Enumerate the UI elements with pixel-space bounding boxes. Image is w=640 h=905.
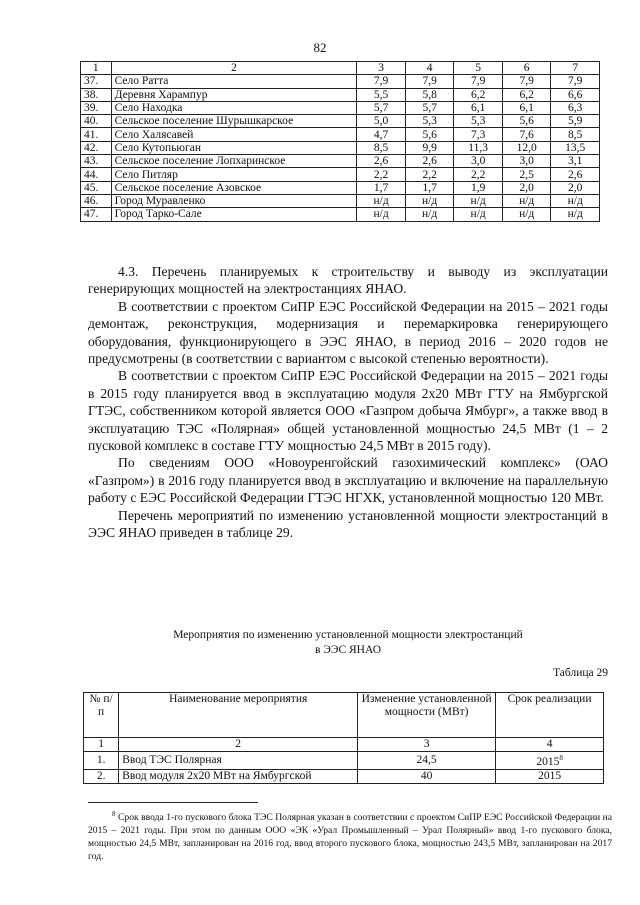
cell-value: 6 — [502, 62, 551, 75]
cell-value: 5,3 — [454, 115, 503, 128]
paragraph-yamburg: В соответствии с проектом СиПР ЕЭС Российской Федерации на 2015 – 2021 годы в 2015 году планируется ввод в эксплуатацию модуля 2х20 МВт ГТУ на Ямбургской ГТЭС, собственником которой является ООО «Газпром добыча Ямбург», а также ввод в эксплуатацию ТЭС «Полярная» общей установленной мощностью 24,5 МВт (1 – 2 пусковой комплекс в составе ГТУ мощностью 24,5 МВт в 2015 году). — [88, 368, 608, 454]
cell-value: н/д — [405, 194, 454, 207]
table-row — [84, 752, 604, 770]
cell-value: 1,7 — [357, 181, 406, 194]
cell-value: 1,7 — [405, 181, 454, 194]
row-name: Ввод модуля 2х20 МВт на Ямбургской — [119, 769, 358, 783]
cell-num: 42. — [81, 141, 112, 154]
cell-value: 8,5 — [357, 141, 406, 154]
row-change: 24,5 — [358, 752, 496, 770]
footnote-text — [88, 808, 612, 863]
footnote — [88, 808, 612, 863]
row-num: 1. — [84, 752, 119, 770]
row-term — [496, 752, 604, 770]
table-29-header — [84, 693, 604, 738]
cell-value: 4,7 — [357, 128, 406, 141]
cell-value: 2,6 — [405, 155, 454, 168]
row-num: 2. — [84, 769, 119, 783]
cell-value: н/д — [357, 194, 406, 207]
table-row — [81, 128, 600, 141]
cell-value: н/д — [551, 194, 600, 207]
table-row — [81, 155, 600, 168]
cell-value: 6,1 — [502, 101, 551, 114]
table-29-column-numbers — [84, 738, 604, 752]
cell-value: 7,9 — [551, 75, 600, 88]
cell-value: 6,2 — [454, 88, 503, 101]
cell-value: 2,5 — [502, 168, 551, 181]
cell-value: н/д — [454, 194, 503, 207]
cell-value: 9,9 — [405, 141, 454, 154]
header-name: Наименование мероприятия — [119, 693, 358, 738]
cell-value: 2,6 — [357, 155, 406, 168]
cell-value: н/д — [502, 208, 551, 221]
cell-value: 7,6 — [502, 128, 551, 141]
cell-value: 5 — [454, 62, 503, 75]
cell-value: 2,2 — [454, 168, 503, 181]
caption-line-2: в ЭЭС ЯНАО — [314, 644, 382, 656]
table-header-row — [81, 62, 600, 75]
table-29-label: Таблица 29 — [553, 667, 608, 679]
cell-value: 6,2 — [502, 88, 551, 101]
term-value: 2015 — [536, 755, 560, 768]
cell-num: 41. — [81, 128, 112, 141]
cell-num: 38. — [81, 88, 112, 101]
cell-settlement: Село Находка — [111, 101, 357, 114]
table-row — [81, 168, 600, 181]
cell-value: 7 — [551, 62, 600, 75]
cell-value: н/д — [357, 208, 406, 221]
cell-num: 44. — [81, 168, 112, 181]
col-number: 4 — [496, 738, 604, 752]
footnote-body: Срок ввода 1-го пускового блока ТЭС Полярная указан в соответствии с проектом СиПР ЕЭС Российской Федерации на 2015 – 2021 годы. При этом по данным ООО «ЭК «Урал Промышленный – Урал Полярный» ввод 1-го пускового блока, мощностью 24,5 МВт, запланирован на 2016 год, ввод второго пускового блока, мощностью 243,5 МВт, запланирован на 2017 год. — [88, 812, 612, 862]
cell-settlement: Сельское поселение Шурышкарское — [111, 115, 357, 128]
cell-value: 2,2 — [405, 168, 454, 181]
cell-settlement: Сельское поселение Азовское — [111, 181, 357, 194]
cell-value: 6,3 — [551, 101, 600, 114]
cell-num: 37. — [81, 75, 112, 88]
cell-settlement: Сельское поселение Лопхаринское — [111, 155, 357, 168]
cell-num: 43. — [81, 155, 112, 168]
footnote-separator — [88, 802, 258, 803]
cell-value: 3,0 — [454, 155, 503, 168]
cell-value: 6,1 — [454, 101, 503, 114]
cell-num: 39. — [81, 101, 112, 114]
cell-value: н/д — [405, 208, 454, 221]
table-28-continuation — [80, 61, 600, 222]
cell-settlement: 2 — [111, 62, 357, 75]
cell-settlement: Село Питляр — [111, 168, 357, 181]
table-row — [81, 88, 600, 101]
cell-value: 12,0 — [502, 141, 551, 154]
cell-value: н/д — [454, 208, 503, 221]
cell-value: н/д — [502, 194, 551, 207]
cell-value: 2,0 — [551, 181, 600, 194]
cell-value: 7,9 — [357, 75, 406, 88]
cell-value: 2,0 — [502, 181, 551, 194]
cell-settlement: Село Халясавей — [111, 128, 357, 141]
row-term: 2015 — [496, 769, 604, 783]
cell-settlement: Село Ратта — [111, 75, 357, 88]
cell-num: 45. — [81, 181, 112, 194]
cell-value: н/д — [551, 208, 600, 221]
cell-num: 47. — [81, 208, 112, 221]
cell-value: 8,5 — [551, 128, 600, 141]
table-row — [81, 181, 600, 194]
cell-value: 5,5 — [357, 88, 406, 101]
cell-num: 46. — [81, 194, 112, 207]
cell-value: 5,3 — [405, 115, 454, 128]
cell-value: 11,3 — [454, 141, 503, 154]
cell-num: 40. — [81, 115, 112, 128]
col-number: 2 — [119, 738, 358, 752]
body-text — [88, 263, 608, 542]
cell-value: 6,6 — [551, 88, 600, 101]
caption-line-1: Мероприятия по изменению установленной мощности электростанций — [173, 629, 523, 641]
cell-num: 1 — [81, 62, 112, 75]
cell-value: 7,9 — [405, 75, 454, 88]
table-28-body — [81, 62, 600, 222]
cell-value: 5,9 — [551, 115, 600, 128]
cell-value: 4 — [405, 62, 454, 75]
cell-value: 5,8 — [405, 88, 454, 101]
paragraph-dismantling: В соответствии с проектом СиПР ЕЭС Российской Федерации на 2015 – 2021 годы демонтаж, реконструкция, модернизация и перемаркировка генерирующего оборудования, функционирующего в ЭЭС ЯНАО, в период 2016 – 2020 годов не предусмотрены (в соответствии с вариантом с высокой степенью вероятности). — [88, 298, 608, 367]
footnote-mark: 8 — [559, 754, 563, 762]
cell-settlement: Деревня Харампур — [111, 88, 357, 101]
cell-settlement: Город Муравленко — [111, 194, 357, 207]
cell-value: 2,6 — [551, 168, 600, 181]
header-num: № п/п — [84, 693, 119, 738]
col-number: 1 — [84, 738, 119, 752]
row-change: 40 — [358, 769, 496, 783]
cell-value: 3 — [357, 62, 406, 75]
table-row — [84, 769, 604, 783]
row-name: Ввод ТЭС Полярная — [119, 752, 358, 770]
cell-value: 5,0 — [357, 115, 406, 128]
cell-value: 3,0 — [502, 155, 551, 168]
table-row — [81, 115, 600, 128]
cell-value: 2,2 — [357, 168, 406, 181]
table-row — [81, 141, 600, 154]
table-29-caption — [88, 628, 608, 658]
cell-value: 5,7 — [405, 101, 454, 114]
cell-value: 5,7 — [357, 101, 406, 114]
header-term: Срок реализации — [496, 693, 604, 738]
page-number: 82 — [313, 40, 327, 55]
cell-value: 3,1 — [551, 155, 600, 168]
cell-value: 5,6 — [405, 128, 454, 141]
cell-value: 5,6 — [502, 115, 551, 128]
paragraph-table-reference: Перечень мероприятий по изменению установленной мощности электростанций в ЭЭС ЯНАО приведен в таблице 29. — [88, 507, 608, 541]
cell-settlement: Город Тарко-Сале — [111, 208, 357, 221]
table-row — [81, 208, 600, 221]
cell-value: 13,5 — [551, 141, 600, 154]
col-number: 3 — [358, 738, 496, 752]
table-row — [81, 75, 600, 88]
table-row — [81, 194, 600, 207]
cell-value: 7,9 — [454, 75, 503, 88]
table-29 — [83, 692, 604, 784]
table-row — [81, 101, 600, 114]
header-change: Изменение установленной мощности (МВт) — [358, 693, 496, 738]
cell-value: 7,9 — [502, 75, 551, 88]
cell-settlement: Село Кутопьюган — [111, 141, 357, 154]
cell-value: 7,3 — [454, 128, 503, 141]
paragraph-section-heading: 4.3. Перечень планируемых к строительству и выводу из эксплуатации генерирующих мощностей на электростанциях ЯНАО. — [88, 264, 608, 297]
paragraph-ngkhk: По сведениям ООО «Новоуренгойский газохимический комплекс» (ОАО «Газпром») в 2016 году планируется ввод в эксплуатацию и включение на параллельную работу с ЕЭС Российской Федерации ГТЭС НГХК, установленной мощностью 120 МВт. — [88, 455, 608, 506]
footnote-mark: 8 — [112, 810, 116, 818]
cell-value: 1,9 — [454, 181, 503, 194]
